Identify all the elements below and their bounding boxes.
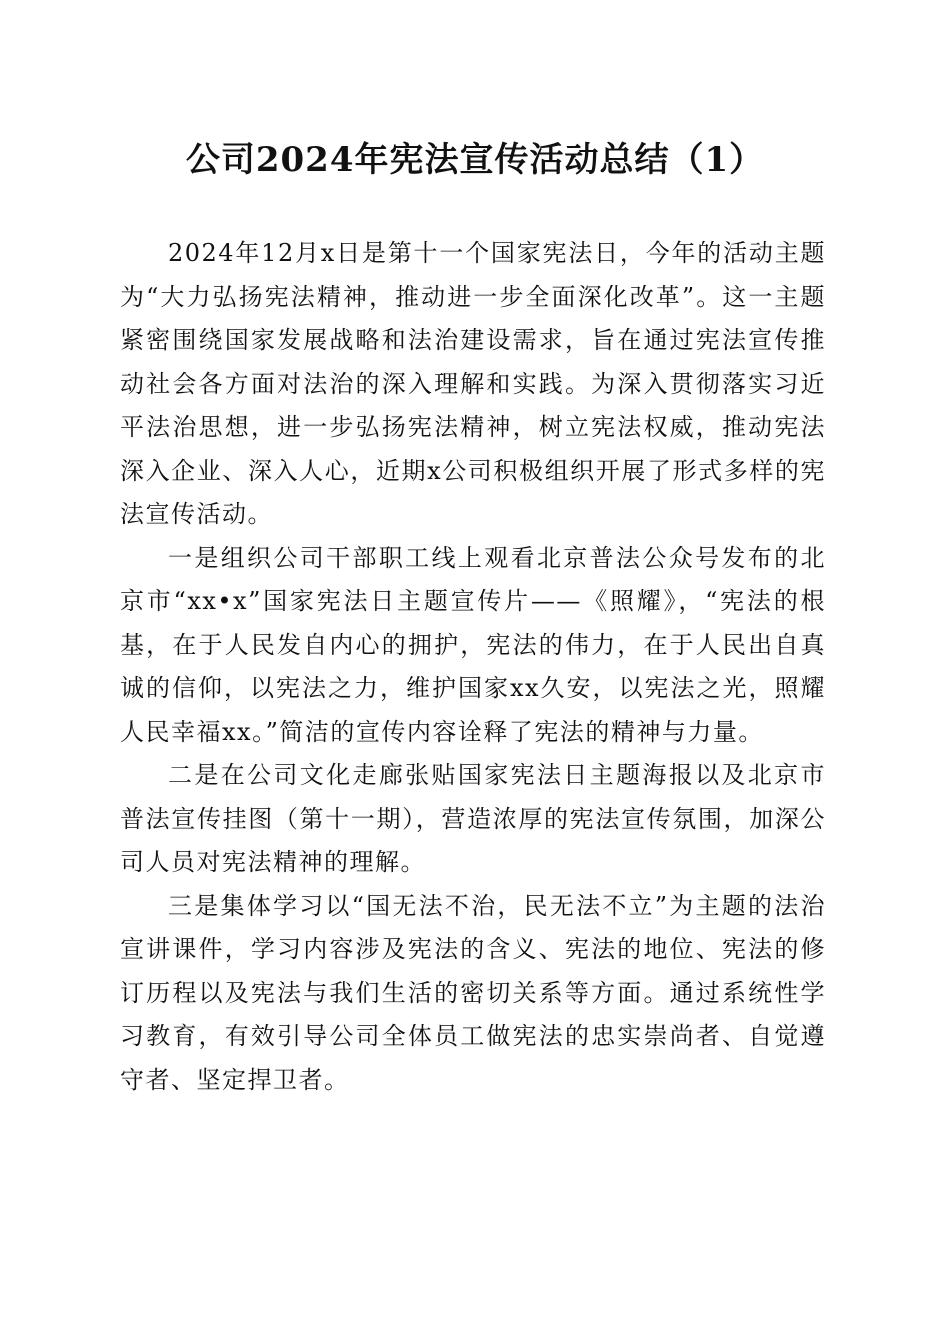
paragraph-item-3: 三是集体学习以“国无法不治，民无法不立”为主题的法治宣讲课件，学习内容涉及宪法的含义、宪法的地位、宪法的修订历程以及宪法与我们生活的密切关系等方面。通过系统性学习教育，有效引导公司全体员工做宪法的忠实崇尚者、自觉遵守者、坚定捍卫者。: [120, 891, 826, 1094]
paragraph-item-2: 二是在公司文化走廊张贴国家宪法日主题海报以及北京市普法宣传挂图（第十一期），营造浓厚的宪法宣传氛围，加深公司人员对宪法精神的理解。: [120, 761, 826, 876]
paragraph-intro: 2024年12月x日是第十一个国家宪法日，今年的活动主题为“大力弘扬宪法精神，推动进一步全面深化改革”。这一主题紧密围绕国家发展战略和法治建设需求，旨在通过宪法宣传推动社会各方面对法治的深入理解和实践。为深入贯彻落实习近平法治思想，进一步弘扬宪法精神，树立宪法权威，推动宪法深入企业、深入人心，近期x公司积极组织开展了形式多样的宪法宣传活动。: [120, 239, 826, 528]
page-title: 公司2024年宪法宣传活动总结（1）: [185, 140, 765, 180]
paragraph-item-1: 一是组织公司干部职工线上观看北京普法公众号发布的北京市“xx•x”国家宪法日主题宣传片——《照耀》，“宪法的根基，在于人民发自内心的拥护，宪法的伟力，在于人民出自真诚的信仰，以宪法之力，维护国家xx久安，以宪法之光，照耀人民幸福xx。”简洁的宣传内容诠释了宪法的精神与力量。: [120, 543, 826, 746]
document-body: [120, 232, 826, 1102]
